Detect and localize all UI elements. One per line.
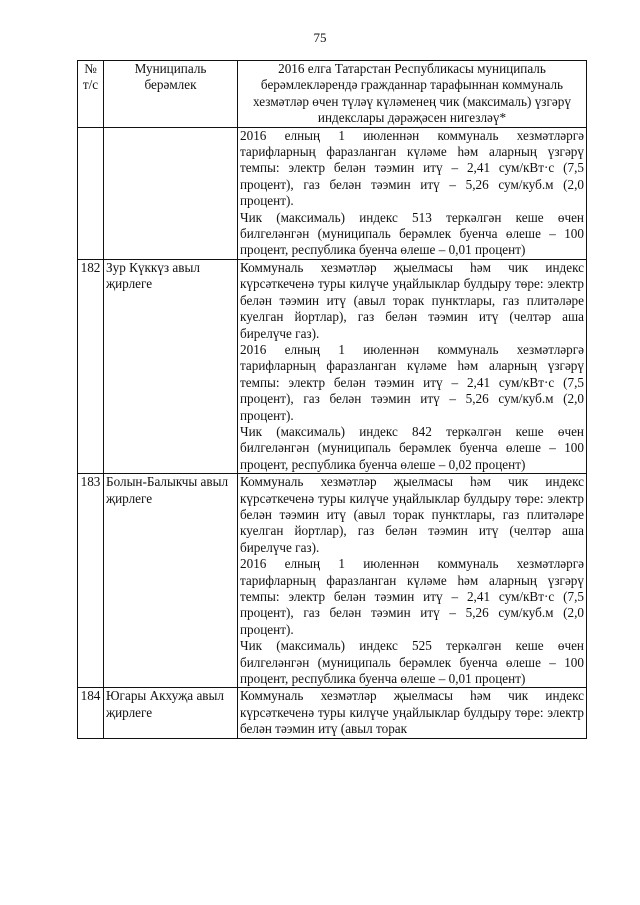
table-header-row — [78, 61, 587, 128]
row-municipality — [104, 127, 238, 259]
header-municipality — [104, 61, 238, 128]
table-row — [78, 474, 587, 688]
row-number — [78, 127, 104, 259]
row-number: 182 — [78, 259, 104, 473]
header-municipality-line-2: берәмлек — [144, 77, 197, 93]
table-row — [78, 127, 587, 259]
row-justification — [238, 474, 587, 688]
justification-paragraph: 2016 елның 1 июленнән коммуналь хезмәтләргә тарифларның фаразланган күләме һәм аларның үзгәрү темпы: электр белән тәэмин итү – 2,41 сум/кВт·с (7,5 процент), газ белән тәэмин итү – 5,26 сум/куб.м (2,0 процент). — [240, 556, 584, 637]
header-municipality-line-1: Муниципаль — [134, 61, 207, 76]
page-number: 75 — [313, 30, 327, 45]
table-row — [78, 688, 587, 738]
justification-paragraph: Чик (максималь) индекс 525 теркәлгән кеше өчен билгеләнгән (муниципаль берәмлек буенча өлеше – 100 процент, республика буенча өлеше – 0,01 процент) — [240, 638, 584, 687]
row-number: 184 — [78, 688, 104, 738]
row-municipality: Болын-Балыкчы авыл җирлеге — [104, 474, 238, 688]
header-number-line-1: № — [84, 61, 97, 76]
justification-paragraph: Коммуналь хезмәтләр җыелмасы һәм чик индекс күрсәткеченә туры килүче уңайлыклар булдыру төре: электр белән тәэмин итү (авыл торак — [240, 688, 584, 737]
row-number: 183 — [78, 474, 104, 688]
justification-paragraph: 2016 елның 1 июленнән коммуналь хезмәтләргә тарифларның фаразланган күләме һәм аларның үзгәрү темпы: электр белән тәэмин итү – 2,41 сум/кВт·с (7,5 процент), газ белән тәэмин итү – 5,26 сум/куб.м (2,0 процент). — [240, 341, 584, 423]
row-justification — [238, 688, 587, 738]
row-justification — [238, 127, 587, 259]
row-municipality: Югары Акхуҗа авыл җирлеге — [104, 688, 238, 738]
justification-paragraph: Чик (максималь) индекс 842 теркәлгән кеше өчен билгеләнгән (муниципаль берәмлек буенча өлеше – 100 процент, республика буенча өлеше – 0,02 процент) — [240, 423, 584, 472]
tariff-index-table — [77, 60, 587, 739]
row-municipality: Зур Күккүз авыл җирлеге — [104, 259, 238, 473]
header-justification: 2016 елга Татарстан Республикасы муниципаль берәмлекләрендә гражданнар тарафыннан коммуналь хезмәтләр өчен түләү күләменең чик (максималь) үзгәрү индекслары дәрәҗәсен нигезләү* — [238, 61, 587, 128]
table-row — [78, 259, 587, 473]
header-number — [78, 61, 104, 128]
row-justification — [238, 259, 587, 473]
justification-paragraph: Чик (максималь) индекс 513 теркәлгән кеше өчен билгеләнгән (муниципаль берәмлек буенча өлеше – 100 процент, республика буенча өлеше – 0,01 процент) — [240, 209, 584, 258]
justification-paragraph: Коммуналь хезмәтләр җыелмасы һәм чик индекс күрсәткеченә туры килүче уңайлыклар булдыру төре: электр белән тәэмин итү (авыл торак пунктлары, газ плитәләре куелган йортлар), газ белән тәэмин итү (челтәр аша бирелүче газ). — [240, 474, 584, 555]
header-number-line-2: т/с — [82, 77, 99, 93]
justification-paragraph: 2016 елның 1 июленнән коммуналь хезмәтләргә тарифларның фаразланган күләме һәм аларның үзгәрү темпы: электр белән тәэмин итү – 2,41 сум/кВт·с (7,5 процент), газ белән тәэмин итү – 5,26 сум/куб.м (2,0 процент). — [240, 127, 584, 209]
justification-paragraph: Коммуналь хезмәтләр җыелмасы һәм чик индекс күрсәткеченә туры килүче уңайлыклар булдыру төре: электр белән тәэмин итү (авыл торак пунктлары, газ плитәләре куелган йортлар), газ белән тәэмин итү (челтәр аша бирелүче газ). — [240, 259, 584, 341]
